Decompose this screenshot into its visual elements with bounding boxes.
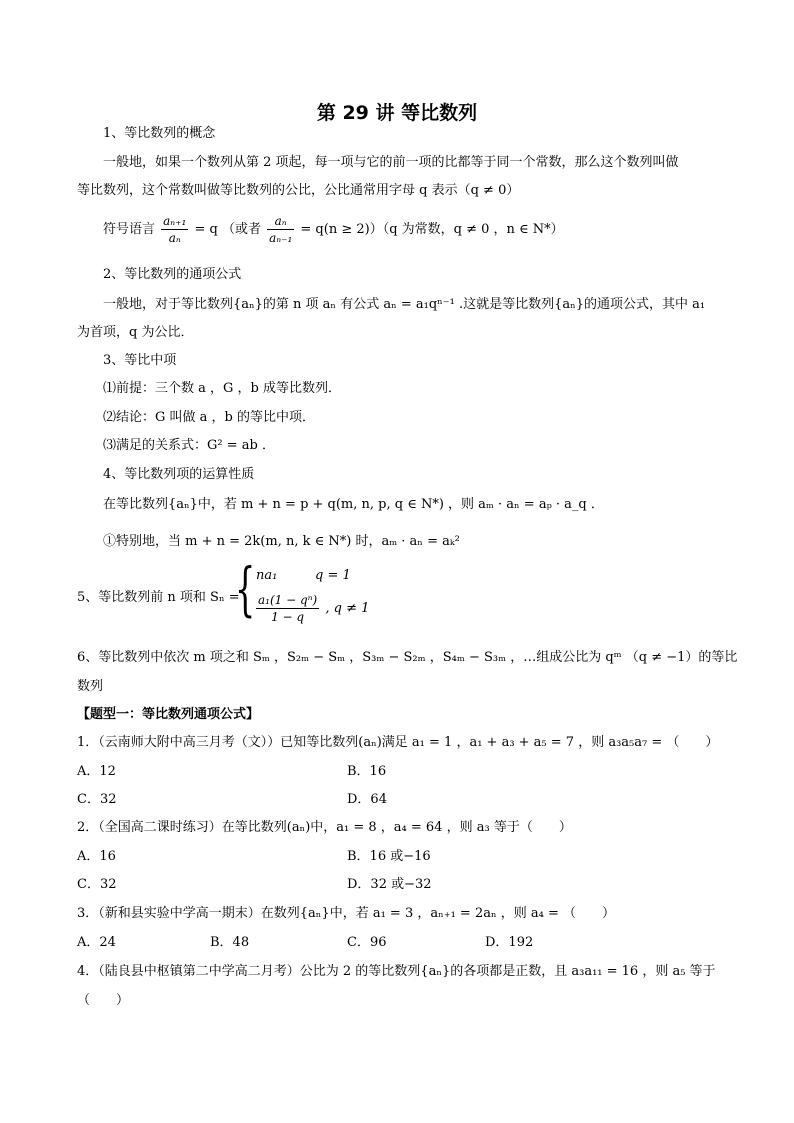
- section-6-paragraph-line-2: 数列: [77, 679, 104, 694]
- piecewise-case-2: [254, 592, 369, 625]
- question-1-option-b[interactable]: B．16: [347, 764, 387, 779]
- piecewise-case-2-fraction: [256, 592, 319, 625]
- question-4-stem-continuation: （ ）: [77, 993, 130, 1008]
- ratio-equation-2: = q(n ≥ 2)）（q 为常数，q ≠ 0 ，n ∈ N*）: [300, 222, 564, 237]
- question-1-option-d[interactable]: D．64: [347, 792, 387, 807]
- section-3-heading: 3、等比中项: [103, 353, 177, 368]
- section-2-heading: 2、等比数列的通项公式: [103, 267, 242, 282]
- question-3-stem: 3．（新和县实验中学高一期末）在数列{aₙ}中，若 a₁ = 3 ，aₙ₊₁ = 2aₙ ，则 a₄ = （ ）: [77, 906, 615, 921]
- page-title: 第 29 讲 等比数列: [316, 102, 478, 124]
- question-3-option-c[interactable]: C．96: [347, 935, 387, 950]
- question-2-option-d[interactable]: D．32 或−32: [347, 877, 432, 892]
- section-4-paragraph-1: 在等比数列{aₙ}中，若 m + n = p + q(m, n, p, q ∈ N*) ，则 aₘ · aₙ = aₚ · a_q ．: [103, 497, 604, 512]
- section-3-item-3: ⑶满足的关系式：G² = ab ．: [103, 438, 275, 453]
- section-3-item-1: ⑴前提：三个数 a ，G ，b 成等比数列．: [103, 381, 341, 396]
- piecewise-case-2-numerator: a₁(1 − qⁿ): [258, 593, 318, 607]
- question-1-stem: 1．（云南师大附中高三月考（文））已知等比数列(aₙ)满足 a₁ = 1 ，a₁ + a₃ + a₅ = 7 ，则 a₃a₅a₇ = （ ）: [77, 735, 719, 750]
- question-1-option-a[interactable]: A．12: [77, 764, 116, 779]
- ratio-fraction-alt: [267, 213, 294, 246]
- piecewise-case-1-expression: na₁: [256, 568, 278, 583]
- section-1-heading: 1、等比数列的概念: [103, 126, 216, 141]
- question-3-option-b[interactable]: B．48: [210, 935, 250, 950]
- ratio-fraction-numerator: aₙ₊₁: [163, 214, 187, 228]
- section-4-heading: 4、等比数列项的运算性质: [103, 467, 255, 482]
- section-2-paragraph-line-1: 一般地，对于等比数列{aₙ}的第 n 项 aₙ 有公式 aₙ = a₁qⁿ⁻¹ .这就是等比数列{aₙ}的通项公式，其中 a₁: [103, 297, 706, 312]
- symbol-language-label: 符号语言: [103, 222, 156, 237]
- symbol-language-line: [103, 212, 564, 248]
- ratio-fraction-denominator: aₙ: [168, 231, 181, 245]
- ratio-equation-1: = q （或者: [194, 222, 261, 237]
- question-2-option-b[interactable]: B．16 或−16: [347, 849, 431, 864]
- section-5-label: 5、等比数列前 n 项和 Sₙ =: [77, 590, 240, 605]
- ratio-fraction: [161, 213, 188, 246]
- ratio-fraction-alt-numerator: aₙ: [267, 213, 294, 230]
- question-3-option-a[interactable]: A．24: [77, 935, 116, 950]
- section-3-item-2: ⑵结论：G 叫做 a ，b 的等比中项．: [103, 410, 315, 425]
- question-type-1-heading: 【题型一：等比数列通项公式】: [77, 707, 260, 722]
- piecewise-case-2-denominator: 1 − q: [271, 610, 305, 624]
- question-3-option-d[interactable]: D．192: [485, 935, 534, 950]
- question-2-option-a[interactable]: A．16: [77, 849, 116, 864]
- question-2-stem: 2．（全国高二课时练习）在等比数列(aₙ)中，a₁ = 8 ，a₄ = 64 ，则 a₃ 等于（ ）: [77, 820, 572, 835]
- section-1-paragraph-line-1: 一般地，如果一个数列从第 2 项起，每一项与它的前一项的比都等于同一个常数，那么这个数列叫做: [103, 155, 679, 170]
- section-2-paragraph-line-2: 为首项，q 为公比．: [77, 325, 194, 340]
- question-2-option-c[interactable]: C．32: [77, 877, 117, 892]
- question-4-stem: 4．（陆良县中枢镇第二中学高二月考）公比为 2 的等比数列{aₙ}的各项都是正数，且 a₃a₁₁ = 16 ，则 a₅ 等于: [77, 964, 716, 979]
- piecewise-case-2-condition: , q ≠ 1: [325, 601, 370, 616]
- section-4-paragraph-2: ①特别地，当 m + n = 2k(m, n, k ∈ N*) 时，aₘ · aₙ = aₖ²: [103, 534, 460, 549]
- section-1-paragraph-line-2: 等比数列，这个常数叫做等比数列的公比，公比通常用字母 q 表示（q ≠ 0）: [77, 183, 520, 198]
- question-1-option-c[interactable]: C．32: [77, 792, 117, 807]
- ratio-fraction-alt-denominator: aₙ₋₁: [269, 231, 293, 245]
- piecewise-case-1-condition: q = 1: [315, 568, 351, 583]
- section-6-paragraph-line-1: 6、等比数列中依次 m 项之和 Sₘ ，S₂ₘ − Sₘ ，S₃ₘ − S₂ₘ ，S₄ₘ − S₃ₘ ，…组成公比为 qᵐ （q ≠ −1）的等比: [77, 650, 738, 665]
- piecewise-brace: {: [235, 555, 256, 623]
